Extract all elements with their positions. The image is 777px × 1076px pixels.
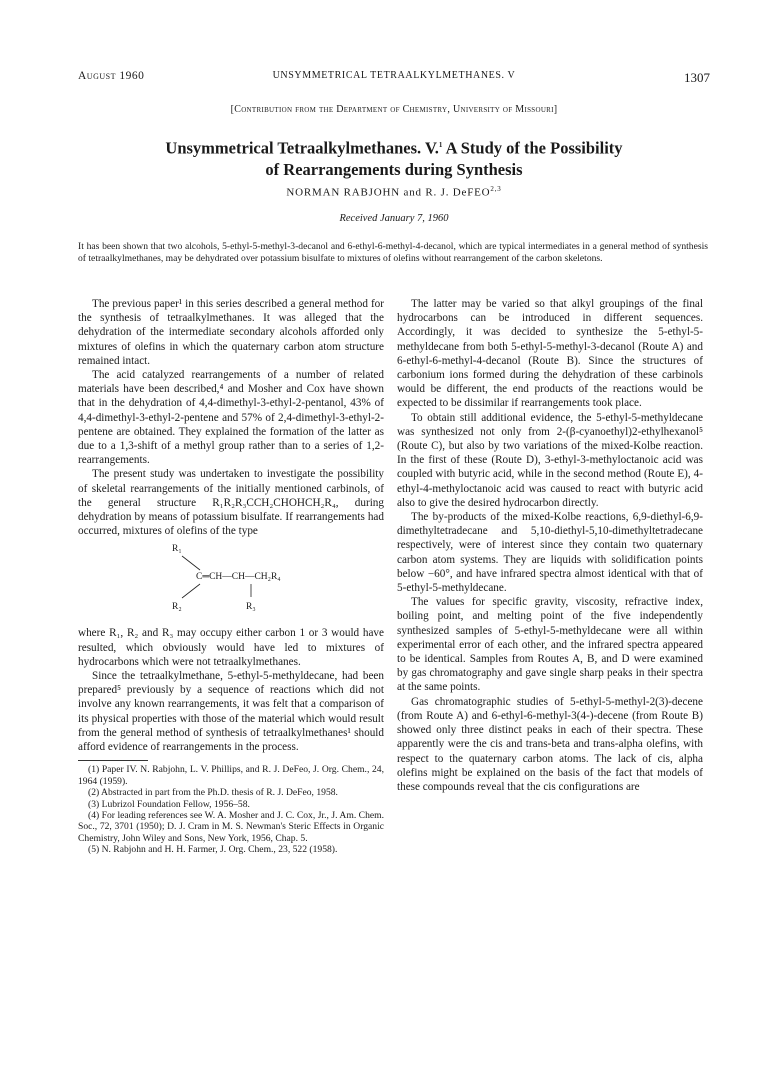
title-line1-rest: A Study of the Possibility xyxy=(442,138,623,158)
author-names: NORMAN RABJOHN and R. J. DeFEO xyxy=(286,186,491,199)
formula-main-chain: C═CH—CH—CH₂R₄ xyxy=(196,572,281,583)
footnote-4: (4) For leading references see W. A. Mosher and J. C. Cox, Jr., J. Am. Chem. Soc., 72, 3701 (1950); D. J. Cram in M. S. Newman's Steric Effects in Organic Chemistry, John Wiley and Sons, New York, 1956, Chap. 5. xyxy=(78,809,384,844)
left-paragraph-5: Since the tetraalkylmethane, 5-ethyl-5-methyldecane, had been prepared⁵ previously by a sequence of reactions which did not involve any known rearrangements, it was felt that a comparison of its physical properties with those of the material which would result from the general method of synthesis of tetraalkylmethanes¹ should afford evidence of rearrangements in the process. xyxy=(78,670,384,754)
header-date: August 1960 xyxy=(78,70,145,82)
title-footnote-mark: 1 xyxy=(438,141,443,149)
right-paragraph-1: The latter may be varied so that alkyl groupings of the final hydrocarbons can be introduced in different sequences. Accordingly, it was decided to synthesize the 5-ethyl-5-methyldecane from both 5-ethyl-5-methyl-3-decanol (Route A) and 6-ethyl-6-methyl-4-decanol (Route B). Since the structures of carbonium ions formed during the dehydration of these carbinols would be different, the end products of the reactions would be expected to be dissimilar if rearrangements took place. xyxy=(397,298,703,410)
right-paragraph-2: To obtain still additional evidence, the 5-ethyl-5-methyldecane was synthesized not only from 2-(β-cyanoethyl)2-ethylhexanol⁵ (Route C), but also by two variations of the mixed-Kolbe reaction. In the first of these (Route D), 3-ethyl-3-methyloctanoic acid was coupled with butyric acid, while in the second method (Route E), 4-ethyl-4-methyloctanoic acid was caused to react with butyric acid also to give the desired hydrocarbon directly. xyxy=(397,411,703,509)
page-number: 1307 xyxy=(684,70,710,85)
formula-r1: R₁ xyxy=(172,544,182,555)
right-paragraph-4: The values for specific gravity, viscosity, refractive index, boiling point, and melting point of the five independently synthesized samples of 5-ethyl-5-methyldecane were all within experimental error of each other, and the infrared spectra appeared to be identical. Samples from Routes A, B, and D were examined by gas chromatography and gave single sharp peaks in their spectra at the same points. xyxy=(397,596,703,694)
right-paragraph-3: The by-products of the mixed-Kolbe reactions, 6,9-diethyl-6,9-dimethyltetradecane and 5,10-diethyl-5,10-dimethyltetradecane respectively, were of interest since they contain two quaternary carbon atom systems. They are liquids with solidification points below −60°, and have infrared spectra almost identical with that of 5-ethyl-5-methyldecane. xyxy=(397,511,703,595)
left-paragraph-3: The present study was undertaken to investigate the possibility of skeletal rearrangements of the initially mentioned carbinols, of the general structure R₁R₂R₃CCH₂CHOHCH₂R₄, during dehydration by means of potassium bisulfate. If rearrangements had occurred, mixtures of olefins of the type xyxy=(78,468,384,538)
author-footnote-marks: 2,3 xyxy=(490,185,502,193)
right-paragraph-5: Gas chromatographic studies of 5-ethyl-5-methyl-2(3)-decene (from Route A) and 6-ethyl-6-methyl-3(4-)-decene (from Route B) showed only three distinct peaks in each of their spectra. These apparently were the cis and trans-beta and trans-alpha olefins, with respect to the quaternary carbon atoms. The lack of cis, alpha olefins might be explained on the basis of the fact that models of these compounds reveal that the cis configurations are xyxy=(397,695,703,793)
olefin-structure-formula xyxy=(78,540,384,622)
right-column xyxy=(397,297,703,794)
footnote-3: (3) Lubrizol Foundation Fellow, 1956–58. xyxy=(88,798,250,810)
authors xyxy=(78,185,710,199)
abstract: It has been shown that two alcohols, 5-ethyl-5-methyl-3-decanol and 6-ethyl-6-methyl-4-decanol, which are typical intermediates in a general method of synthesis of tetraalkylmethanes, may be dehydrated over potassium bisulfate to mixtures of olefins without rearrangement of the carbon skeletons. xyxy=(78,241,708,264)
running-header xyxy=(78,70,710,86)
left-column xyxy=(78,297,384,856)
title-line1: Unsymmetrical Tetraalkylmethanes. V. xyxy=(165,138,439,158)
left-paragraph-1: The previous paper¹ in this series described a general method for the synthesis of tetraalkylmethanes. It was alleged that the dehydration of the intermediate secondary alcohols afforded only mixtures of olefins in which the quaternary carbon atom structure remained intact. xyxy=(78,298,384,367)
formula-r2: R₂ xyxy=(172,602,182,613)
article-title xyxy=(78,135,710,180)
title-line2: of Rearrangements during Synthesis xyxy=(265,159,523,179)
received-date: Received January 7, 1960 xyxy=(339,213,449,224)
formula-r3: R₃ xyxy=(246,602,256,613)
header-running-title: UNSYMMETRICAL TETRAALKYLMETHANES. V xyxy=(272,70,516,81)
footnote-1: (1) Paper IV. N. Rabjohn, L. V. Phillips, and R. J. DeFeo, J. Org. Chem., 24, 1964 (1959). xyxy=(78,764,384,787)
footnote-2: (2) Abstracted in part from the Ph.D. thesis of R. J. DeFeo, 1958. xyxy=(88,787,338,799)
footnote-5: (5) N. Rabjohn and H. H. Farmer, J. Org. Chem., 23, 522 (1958). xyxy=(88,844,338,856)
left-paragraph-4: where R₁, R₂ and R₃ may occupy either carbon 1 or 3 would have resulted, which obviously would have led to mixtures of hydrocarbons which were not tetraalkylmethanes. xyxy=(78,627,384,668)
left-paragraph-2: The acid catalyzed rearrangements of a number of related materials have been described,⁴ and Mosher and Cox have shown that in the dehydration of 4,4-dimethyl-3-ethyl-2-pentanol, 43% of 4,4-dimethyl-3-ethyl-2-pentene and 57% of 2,4-dimethyl-3-ethyl-2-pentene are obtained. They explained the formation of the latter as due to a 1,3-shift of a methyl group rather than to a series of 1,2-rearrangements. xyxy=(78,369,384,467)
contribution-line: [Contribution from the Department of Chemistry, University of Missouri] xyxy=(230,104,558,115)
footnote-rule xyxy=(78,760,148,761)
